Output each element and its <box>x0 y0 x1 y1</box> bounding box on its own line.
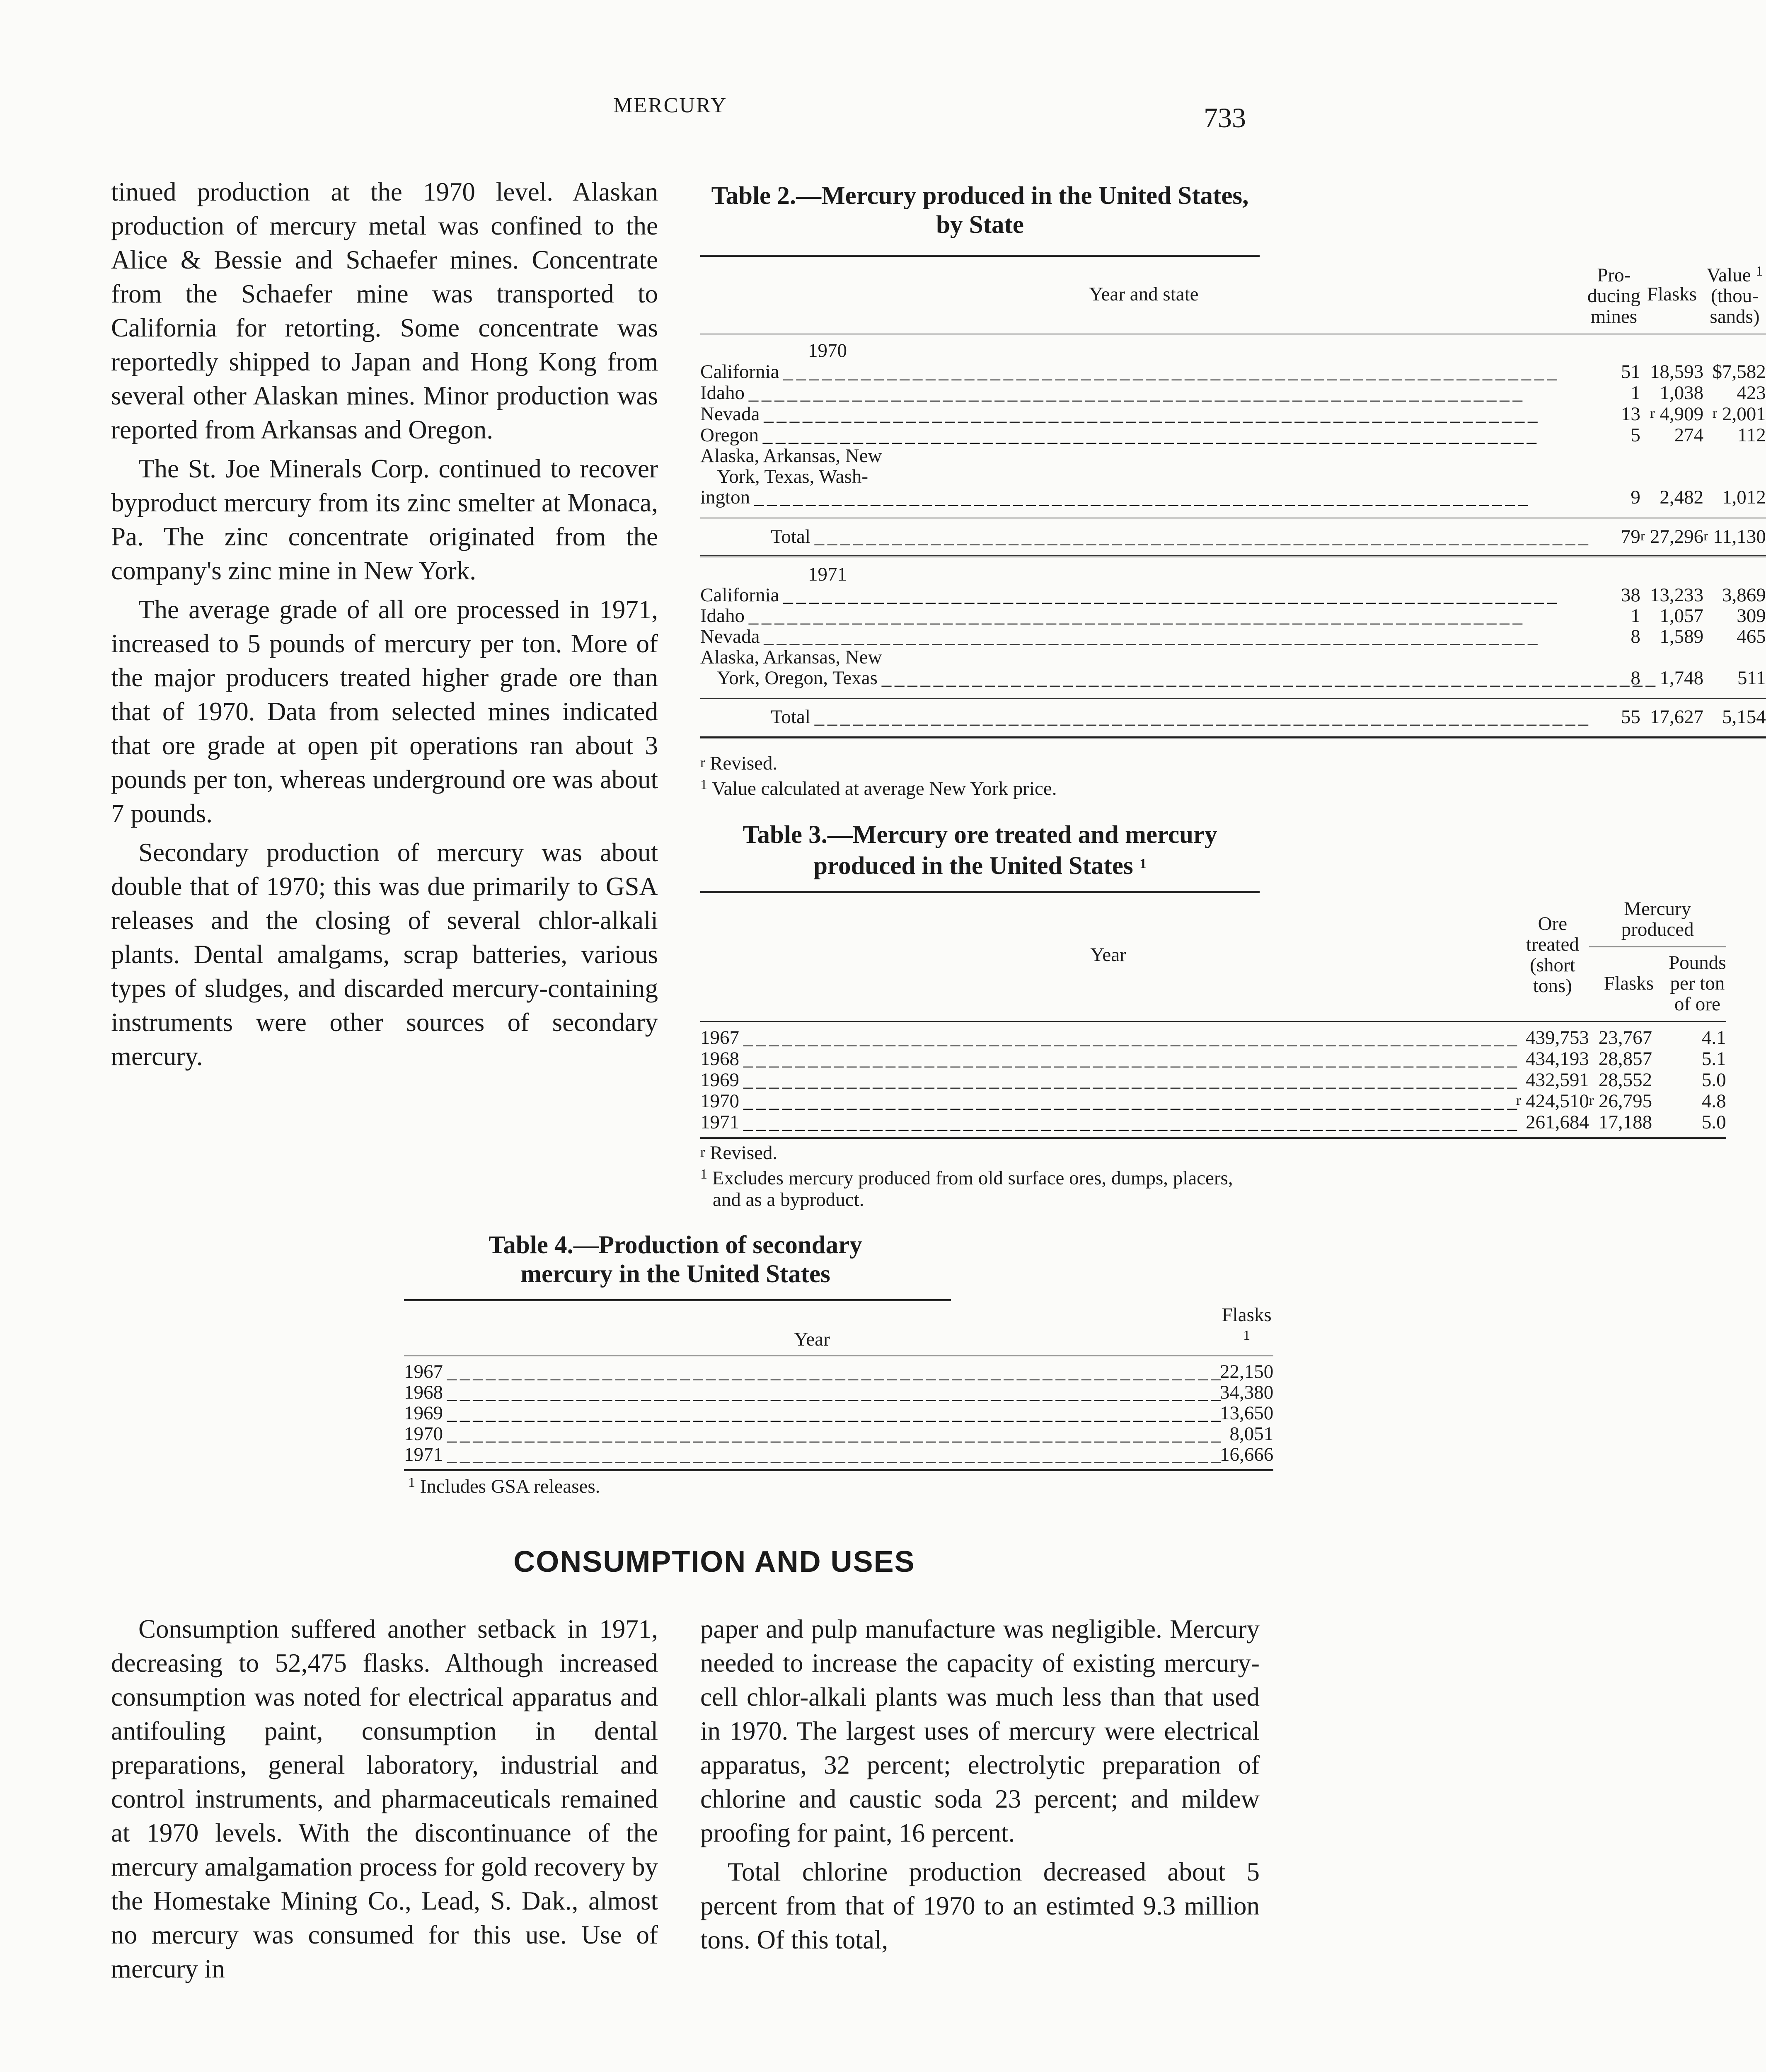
table2-caption: Table 2.—Mercury produced in the United States, by State <box>711 182 1249 239</box>
table-row: Nevada _ _ _ 8 1,589 465 <box>700 626 1766 647</box>
table-row: California _ _ _ 38 13,233 3,869 <box>700 585 1766 605</box>
paragraph: paper and pulp manufacture was negligible. Mercury needed to increase the capacity of existing mercury-cell chlor-alkali plants was much less than that used in 1970. The largest uses of mercury were electrical apparatus, 32 percent; electrolytic preparation of chlorine and caustic soda 23 percent; and mildew proofing for paint, 16 percent. <box>700 1615 1260 1847</box>
col-header-flasks: Flasks <box>1604 973 1654 994</box>
table-rule <box>700 255 1260 257</box>
col-header-flasks: Flasks <box>1647 283 1697 305</box>
paragraph: The St. Joe Minerals Corp. continued to recover byproduct mercury from its zinc smelter at Monaca, Pa. The zinc concentrate originated from the company's zinc mine in New York. <box>111 454 658 585</box>
page-number: 733 <box>1204 102 1246 133</box>
year-label: 1971 <box>808 564 847 585</box>
table-row: Oregon _ _ _ 5 274 112 <box>700 424 1766 445</box>
col-header-year: Year <box>794 1329 830 1350</box>
section-heading: CONSUMPTION AND USES <box>513 1545 915 1578</box>
left-column-text <box>111 175 658 1073</box>
table4-footnote: $^1$ Includes GSA releases. <box>408 1475 600 1497</box>
bottom-right-column <box>700 1612 1260 1957</box>
table-row: 1969 _ _ _ 432,591 28,552 5.0 <box>700 1069 1726 1090</box>
paragraph: Consumption suffered another setback in 1971, decreasing to 52,475 flasks. Although increased consumption was noted for electrical apparatus and antifouling paint, consumption in dental preparations, general laboratory, industrial and control instruments, and pharmaceuticals remained at 1970 levels. With the discontinuance of the mercury amalgamation process for gold recovery by the Homestake Mining Co., Lead, S. Dak., almost no mercury was consumed for this use. Use of mercury in <box>111 1615 658 1983</box>
table-row: 1969 _ _ _ 13,650 <box>404 1403 1273 1423</box>
table3-footnotes: r Revised. $^1$ Excludes mercury produced from old surface ores, dumps, placers, and as a byproduct. <box>700 1142 1233 1210</box>
running-header: MERCURY <box>613 94 728 117</box>
table-row: Idaho _ _ _ 1 1,038 423 <box>700 382 1766 403</box>
table-row: California _ _ _ 51 18,593 $7,582 <box>700 361 1766 382</box>
year-label: 1970 <box>808 340 847 361</box>
table-row: Nevada _ _ _ 13 r 4,909 r 2,001 <box>700 403 1766 424</box>
col-header-year: Year <box>1090 944 1126 966</box>
table-rule <box>700 891 1260 893</box>
table-row: 1970 _ _ _ r 424,510 r 26,795 4.8 <box>700 1090 1726 1111</box>
table-row: Alaska, Arkansas, New York, Oregon, Texas _ _ _ 8 1,748 511 <box>700 647 1766 688</box>
table-total-row: Total _ _ _ 79 r 27,296 r 11,130 <box>700 518 1766 547</box>
table-row: Idaho _ _ _ 1 1,057 309 <box>700 605 1766 626</box>
paragraph: The average grade of all ore processed in 1971, increased to 5 pounds of mercury per ton. More of the major producers treated higher grade ore than that of 1970. Data from selected mines indicated that ore grade at open pit operations ran about 3 pounds per ton, whereas underground ore was about 7 pounds. <box>111 595 658 828</box>
table-row: 1967 _ _ _ 22,150 <box>404 1361 1273 1382</box>
table4 <box>404 1305 1273 1471</box>
table-row: Alaska, Arkansas, New York, Texas, Wash- ington _ _ _ 9 2,482 1,012 <box>700 445 1766 508</box>
table2 <box>700 261 1766 738</box>
col-header-pounds: Pounds per ton of ore <box>1669 952 1726 1015</box>
table2-footnotes: r Revised. $^1$ Value calculated at average New York price. <box>700 753 1057 799</box>
table-row: 1971 _ _ _ 261,684 17,188 5.0 <box>700 1111 1726 1133</box>
paragraph: tinued production at the 1970 level. Alaskan production of mercury metal was confined to the Alice & Bessie and Schaefer mines. Concentrate from the Schaefer mine was transported to California for retorting. Some concentrate was reportedly shipped to Japan and Hong Kong from several other Alaskan mines. Minor production was reported from Arkansas and Oregon. <box>111 177 658 444</box>
col-header-value: Value $^1$ (thou- sands) <box>1706 264 1763 327</box>
table4-caption: Table 4.—Production of secondary mercury in the United States <box>489 1231 862 1288</box>
bottom-left-column <box>111 1612 658 1986</box>
table-row: 1967 _ _ _ 439,753 23,767 4.1 <box>700 1027 1726 1048</box>
col-header-state: Year and state <box>1089 283 1199 305</box>
table-rule <box>404 1299 951 1301</box>
paragraph: Secondary production of mercury was about double that of 1970; this was due primarily to GSA releases and the closing of several chlor-alkali plants. Dental amalgams, scrap batteries, various types of sludges, and discarded mercury-containing instruments were other sources of secondary mercury. <box>111 838 658 1071</box>
table3-caption: Table 3.—Mercury ore treated and mercury produced in the United States $^1$ <box>743 821 1217 880</box>
table2-header-row <box>700 261 1766 327</box>
table-row: 1970 _ _ _ 8,051 <box>404 1423 1273 1444</box>
col-header-group: Mercury produced <box>1589 895 1726 947</box>
paragraph: Total chlorine production decreased about 5 percent from that of 1970 to an estimted 9.3 million tons. Of this total, <box>700 1857 1260 1954</box>
col-header-mines: Pro- ducing mines <box>1587 264 1640 327</box>
table-row: 1968 _ _ _ 34,380 <box>404 1382 1273 1403</box>
table3 <box>700 895 1726 1139</box>
col-header-ore: Ore treated (short tons) <box>1526 913 1579 997</box>
table-total-row: Total _ _ _ 55 17,627 5,154 <box>700 699 1766 727</box>
table-row: 1971 _ _ _ 16,666 <box>404 1444 1273 1465</box>
table-row: 1968 _ _ _ 434,193 28,857 5.1 <box>700 1048 1726 1069</box>
col-header-flasks: Flasks $^1$ <box>1222 1304 1272 1343</box>
